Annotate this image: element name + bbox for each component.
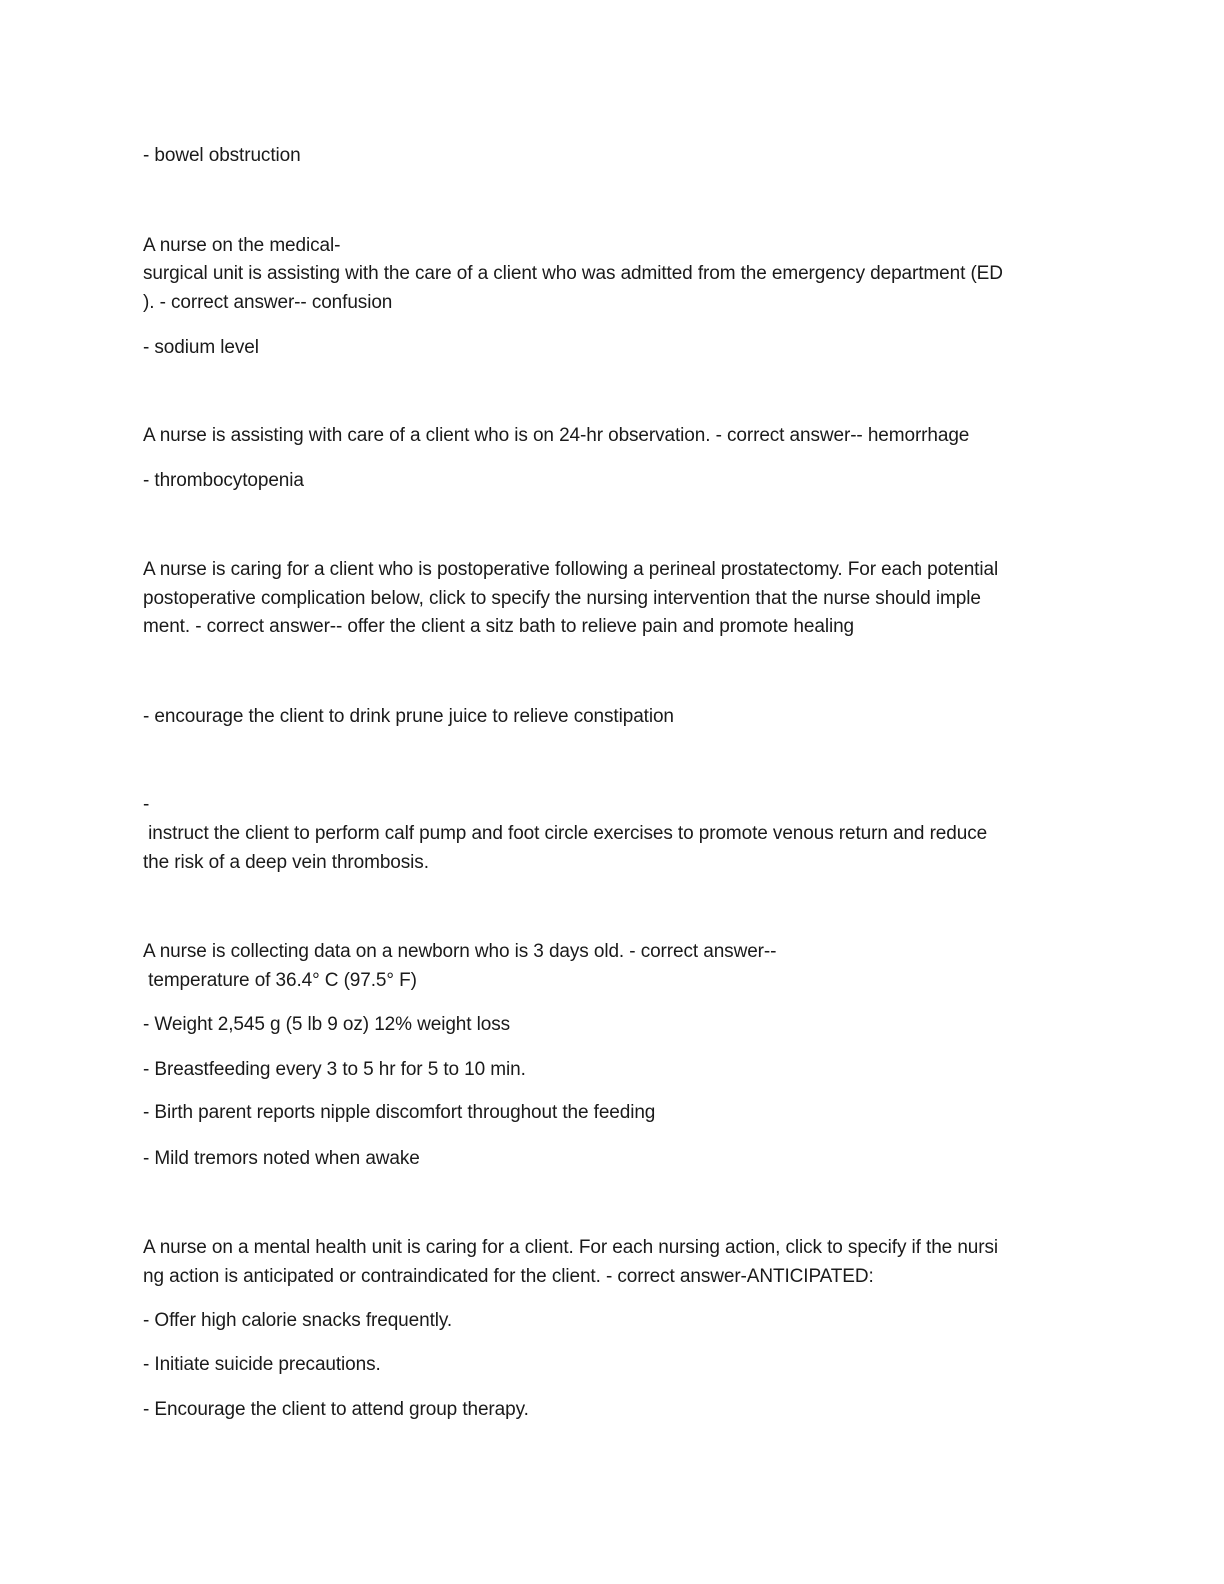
text-line: A nurse on a mental health unit is caring for a client. For each nursing action, click to specify if the nursi (143, 1237, 998, 1258)
text-line: - thrombocytopenia (143, 470, 304, 491)
text-line: ). - correct answer-- confusion (143, 292, 393, 313)
text-line: instruct the client to perform calf pump and foot circle exercises to promote venous return and reduce (143, 823, 988, 844)
text-line: - Breastfeeding every 3 to 5 hr for 5 to 10 min. (143, 1059, 526, 1080)
text-line: - Initiate suicide precautions. (143, 1354, 381, 1375)
text-line: ng action is anticipated or contraindicated for the client. - correct answer-ANTICIPATED: (143, 1266, 874, 1287)
text-line: - Weight 2,545 g (5 lb 9 oz) 12% weight loss (143, 1014, 511, 1035)
text-line: A nurse is caring for a client who is postoperative following a perineal prostatectomy. For each potential (143, 559, 999, 580)
text-line: the risk of a deep vein thrombosis. (143, 852, 429, 873)
text-line: - Birth parent reports nipple discomfort throughout the feeding (143, 1102, 656, 1123)
text-line: ment. - correct answer-- offer the client a sitz bath to relieve pain and promote healing (143, 616, 855, 637)
text-line: temperature of 36.4° C (97.5° F) (143, 970, 417, 991)
text-line: surgical unit is assisting with the care of a client who was admitted from the emergency department (ED (143, 263, 1003, 284)
text-line: - bowel obstruction (143, 145, 301, 166)
text-line: - encourage the client to drink prune juice to relieve constipation (143, 706, 674, 727)
text-line: - Encourage the client to attend group therapy. (143, 1399, 529, 1420)
text-line: A nurse on the medical- (143, 235, 341, 256)
text-line: - Offer high calorie snacks frequently. (143, 1310, 453, 1331)
text-line: A nurse is assisting with care of a client who is on 24-hr observation. - correct answer-- hemorrhage (143, 425, 970, 446)
text-line: - Mild tremors noted when awake (143, 1148, 420, 1169)
text-line: postoperative complication below, click to specify the nursing intervention that the nurse should imple (143, 588, 981, 609)
text-line: A nurse is collecting data on a newborn who is 3 days old. - correct answer-- (143, 941, 777, 962)
text-line: - sodium level (143, 337, 259, 358)
text-line: - (143, 794, 150, 815)
